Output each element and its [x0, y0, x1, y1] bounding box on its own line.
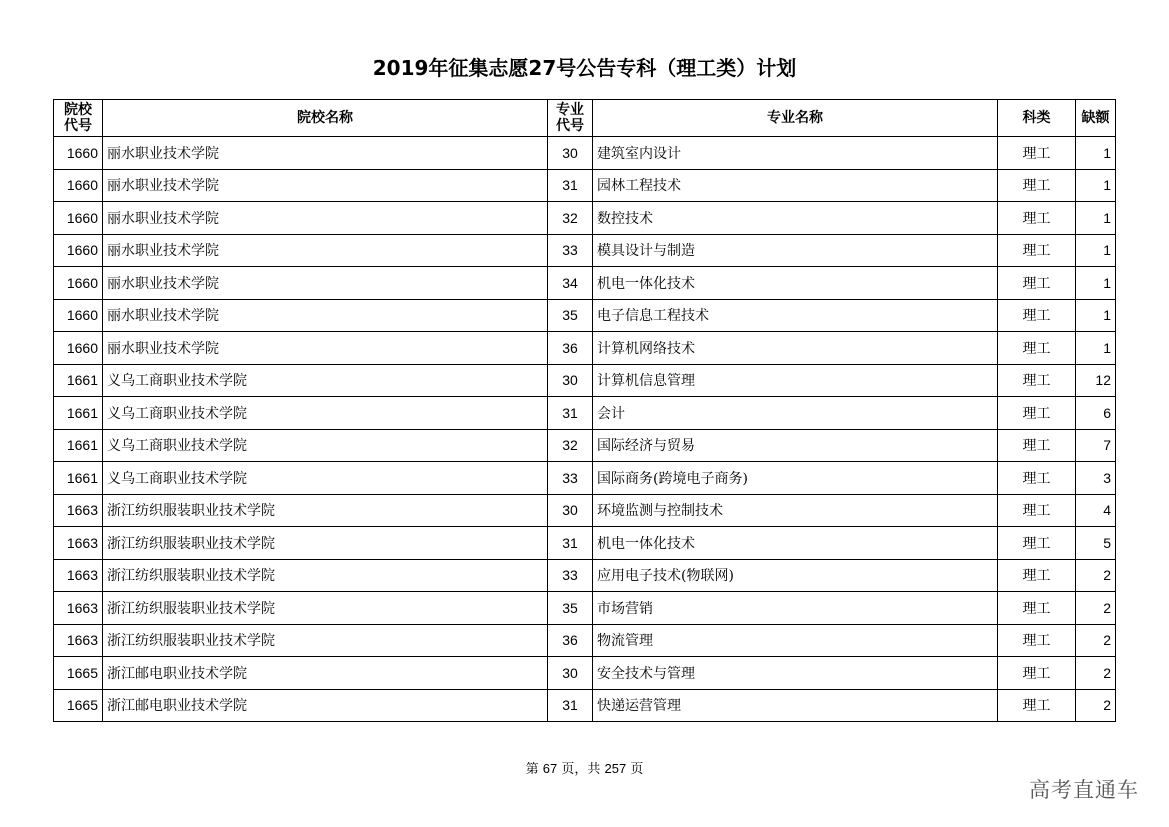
major-code-cell: 31: [548, 397, 593, 430]
major-name-cell: 物流管理: [593, 624, 998, 657]
table-row: [54, 169, 1116, 202]
table-row: [54, 429, 1116, 462]
quota-cell: 12: [1076, 364, 1116, 397]
quota-cell: 4: [1076, 494, 1116, 527]
school-name-cell: 丽水职业技术学院: [103, 332, 548, 365]
major-code-cell: 30: [548, 657, 593, 690]
quota-cell: 1: [1076, 169, 1116, 202]
major-code-cell: 31: [548, 527, 593, 560]
major-name-cell: 数控技术: [593, 202, 998, 235]
footer-suffix: 页: [630, 762, 644, 777]
table-row: [54, 364, 1116, 397]
major-name-cell: 计算机网络技术: [593, 332, 998, 365]
major-code-cell: 33: [548, 462, 593, 495]
school-code-cell: 1663: [54, 592, 103, 625]
major-code-cell: 31: [548, 689, 593, 722]
category-cell: 理工: [998, 429, 1076, 462]
major-name-cell: 国际经济与贸易: [593, 429, 998, 462]
major-code-cell: 33: [548, 234, 593, 267]
school-code-cell: 1660: [54, 332, 103, 365]
category-cell: 理工: [998, 527, 1076, 560]
school-name-cell: 丽水职业技术学院: [103, 234, 548, 267]
quota-cell: 1: [1076, 137, 1116, 170]
quota-cell: 1: [1076, 202, 1116, 235]
school-name-cell: 浙江纺织服装职业技术学院: [103, 624, 548, 657]
quota-cell: 2: [1076, 657, 1116, 690]
header-school-code: 院校 代号: [54, 100, 103, 137]
major-name-cell: 机电一体化技术: [593, 267, 998, 300]
table-row: [54, 657, 1116, 690]
category-cell: 理工: [998, 592, 1076, 625]
school-code-cell: 1663: [54, 494, 103, 527]
school-name-cell: 浙江纺织服装职业技术学院: [103, 559, 548, 592]
document-title: 2019年征集志愿27号公告专科（理工类）计划: [372, 56, 797, 80]
school-name-cell: 浙江邮电职业技术学院: [103, 657, 548, 690]
school-code-cell: 1660: [54, 169, 103, 202]
header-major-code: 专业 代号: [548, 100, 593, 137]
footer-page-number: 67: [542, 761, 558, 776]
table-body: [54, 137, 1116, 722]
table-row: [54, 494, 1116, 527]
page-footer: [0, 758, 1169, 777]
school-name-cell: 浙江纺织服装职业技术学院: [103, 527, 548, 560]
quota-cell: 3: [1076, 462, 1116, 495]
school-code-cell: 1661: [54, 397, 103, 430]
quota-cell: 7: [1076, 429, 1116, 462]
watermark-text: 高考直通车: [1029, 778, 1139, 802]
major-name-cell: 电子信息工程技术: [593, 299, 998, 332]
major-code-cell: 36: [548, 624, 593, 657]
category-cell: 理工: [998, 267, 1076, 300]
table-row: [54, 462, 1116, 495]
major-code-cell: 30: [548, 137, 593, 170]
school-code-cell: 1663: [54, 527, 103, 560]
footer-total-pages: 257: [604, 761, 627, 776]
quota-cell: 2: [1076, 592, 1116, 625]
school-name-cell: 丽水职业技术学院: [103, 202, 548, 235]
school-name-cell: 丽水职业技术学院: [103, 137, 548, 170]
school-code-cell: 1660: [54, 202, 103, 235]
category-cell: 理工: [998, 559, 1076, 592]
major-name-cell: 环境监测与控制技术: [593, 494, 998, 527]
major-code-cell: 36: [548, 332, 593, 365]
table-row: [54, 527, 1116, 560]
category-cell: 理工: [998, 624, 1076, 657]
school-code-cell: 1660: [54, 267, 103, 300]
school-code-cell: 1665: [54, 689, 103, 722]
major-name-cell: 快递运营管理: [593, 689, 998, 722]
school-name-cell: 义乌工商职业技术学院: [103, 462, 548, 495]
school-code-cell: 1660: [54, 137, 103, 170]
major-code-cell: 31: [548, 169, 593, 202]
header-quota: 缺额: [1076, 100, 1116, 137]
table-row: [54, 137, 1116, 170]
category-cell: 理工: [998, 494, 1076, 527]
major-code-cell: 30: [548, 494, 593, 527]
header-major-name: 专业名称: [593, 100, 998, 137]
quota-cell: 1: [1076, 267, 1116, 300]
major-name-cell: 建筑室内设计: [593, 137, 998, 170]
header-school-name: 院校名称: [103, 100, 548, 137]
major-name-cell: 会计: [593, 397, 998, 430]
major-name-cell: 机电一体化技术: [593, 527, 998, 560]
footer-prefix: 第: [525, 762, 539, 777]
school-name-cell: 丽水职业技术学院: [103, 267, 548, 300]
major-name-cell: 国际商务(跨境电子商务): [593, 462, 998, 495]
major-code-cell: 32: [548, 202, 593, 235]
school-name-cell: 浙江纺织服装职业技术学院: [103, 494, 548, 527]
major-name-cell: 园林工程技术: [593, 169, 998, 202]
table-row: [54, 397, 1116, 430]
school-name-cell: 丽水职业技术学院: [103, 299, 548, 332]
school-code-cell: 1660: [54, 299, 103, 332]
quota-cell: 2: [1076, 559, 1116, 592]
quota-cell: 5: [1076, 527, 1116, 560]
quota-cell: 2: [1076, 624, 1116, 657]
major-name-cell: 模具设计与制造: [593, 234, 998, 267]
school-name-cell: 义乌工商职业技术学院: [103, 364, 548, 397]
major-code-cell: 35: [548, 299, 593, 332]
school-name-cell: 义乌工商职业技术学院: [103, 397, 548, 430]
school-code-cell: 1663: [54, 559, 103, 592]
major-code-cell: 30: [548, 364, 593, 397]
major-name-cell: 安全技术与管理: [593, 657, 998, 690]
school-name-cell: 义乌工商职业技术学院: [103, 429, 548, 462]
major-name-cell: 计算机信息管理: [593, 364, 998, 397]
category-cell: 理工: [998, 689, 1076, 722]
school-code-cell: 1661: [54, 462, 103, 495]
category-cell: 理工: [998, 397, 1076, 430]
major-code-cell: 32: [548, 429, 593, 462]
school-name-cell: 浙江纺织服装职业技术学院: [103, 592, 548, 625]
table-row: [54, 592, 1116, 625]
table-row: [54, 234, 1116, 267]
category-cell: 理工: [998, 332, 1076, 365]
quota-cell: 2: [1076, 689, 1116, 722]
enrollment-plan-table: [53, 99, 1116, 722]
table-header-row: [54, 100, 1116, 137]
major-code-cell: 34: [548, 267, 593, 300]
school-code-cell: 1660: [54, 234, 103, 267]
category-cell: 理工: [998, 202, 1076, 235]
header-category: 科类: [998, 100, 1076, 137]
table-row: [54, 299, 1116, 332]
table-row: [54, 267, 1116, 300]
school-code-cell: 1661: [54, 364, 103, 397]
major-code-cell: 35: [548, 592, 593, 625]
category-cell: 理工: [998, 364, 1076, 397]
school-code-cell: 1661: [54, 429, 103, 462]
major-name-cell: 应用电子技术(物联网): [593, 559, 998, 592]
footer-middle: 页，共: [561, 762, 601, 777]
category-cell: 理工: [998, 137, 1076, 170]
quota-cell: 1: [1076, 299, 1116, 332]
major-name-cell: 市场营销: [593, 592, 998, 625]
category-cell: 理工: [998, 234, 1076, 267]
school-name-cell: 丽水职业技术学院: [103, 169, 548, 202]
table-row: [54, 689, 1116, 722]
school-name-cell: 浙江邮电职业技术学院: [103, 689, 548, 722]
table-row: [54, 624, 1116, 657]
table-row: [54, 332, 1116, 365]
school-code-cell: 1663: [54, 624, 103, 657]
school-code-cell: 1665: [54, 657, 103, 690]
category-cell: 理工: [998, 169, 1076, 202]
category-cell: 理工: [998, 299, 1076, 332]
quota-cell: 1: [1076, 234, 1116, 267]
table-row: [54, 202, 1116, 235]
table-row: [54, 559, 1116, 592]
category-cell: 理工: [998, 657, 1076, 690]
major-code-cell: 33: [548, 559, 593, 592]
category-cell: 理工: [998, 462, 1076, 495]
quota-cell: 6: [1076, 397, 1116, 430]
quota-cell: 1: [1076, 332, 1116, 365]
